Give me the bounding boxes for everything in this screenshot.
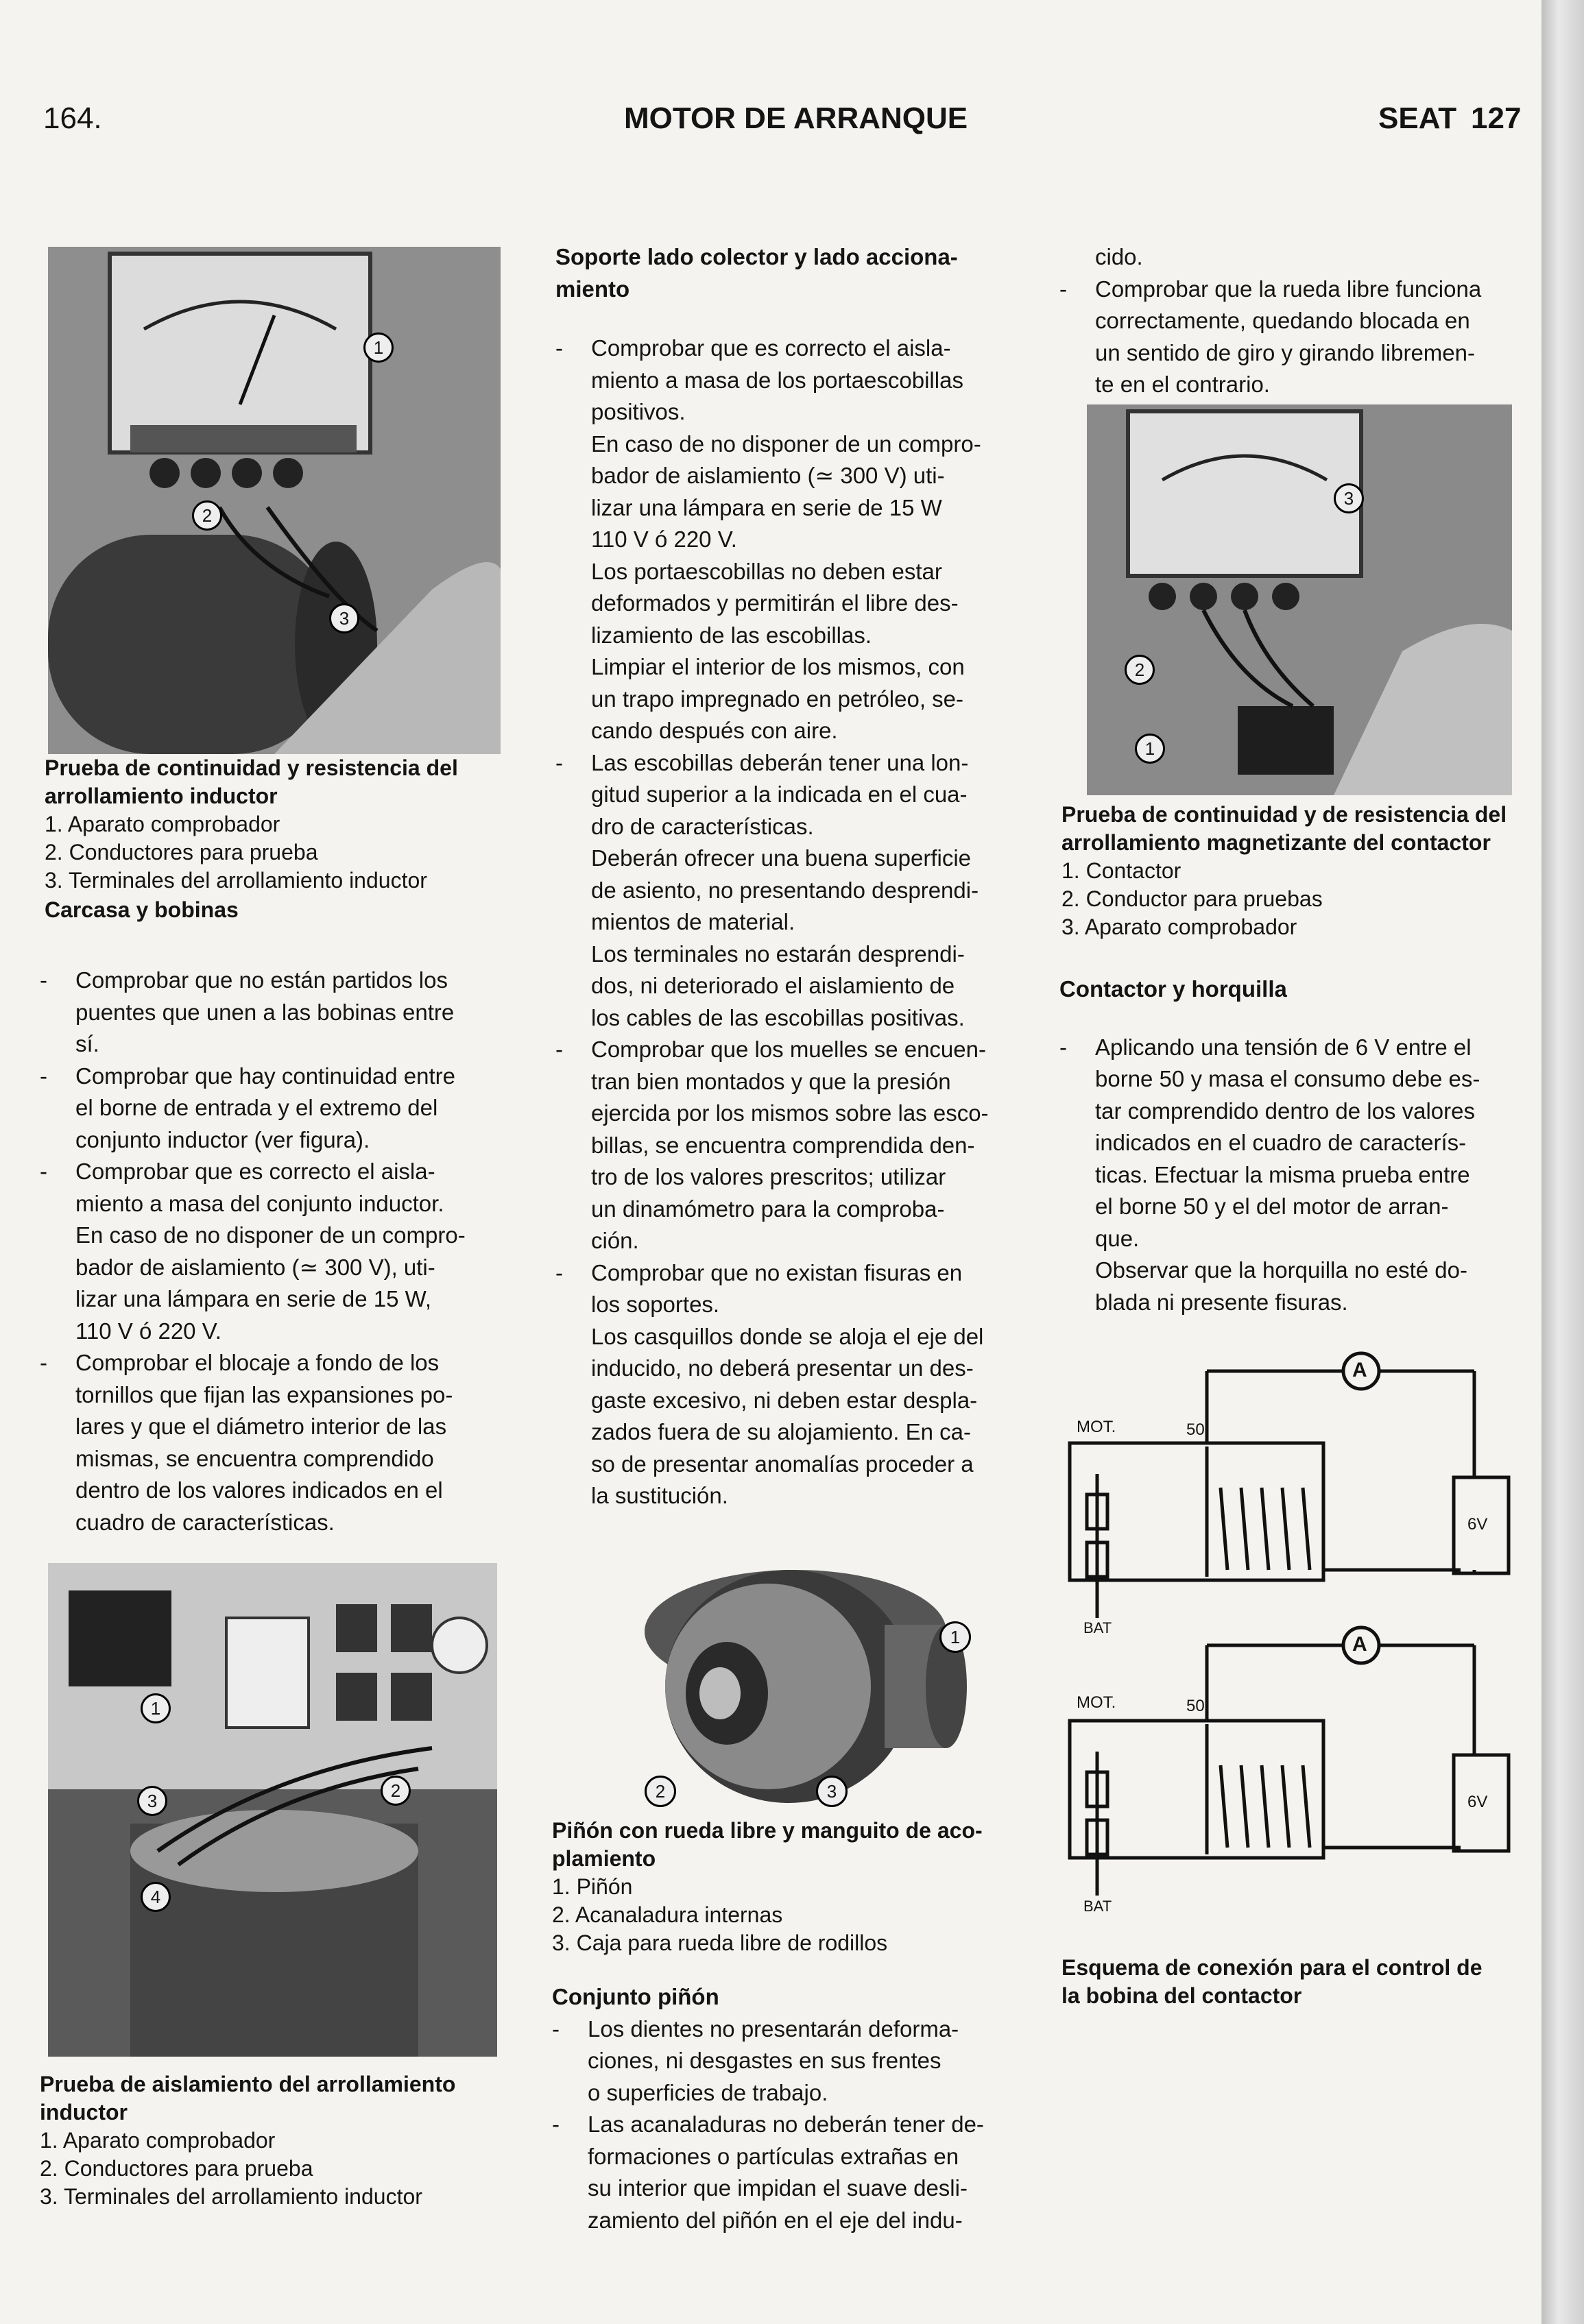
- caption-title: Piñón con rueda libre y manguito de aco-: [552, 1818, 983, 1843]
- caption-title: Prueba de aislamiento del arrollamiento: [40, 2072, 456, 2096]
- photo-pinion: [590, 1549, 1015, 1824]
- bullet-line: mientos de material.: [591, 909, 795, 934]
- bullet-line: un dinamómetro para la comproba-: [591, 1196, 945, 1222]
- caption-item: 2. Acanaladura internas: [552, 1902, 783, 1927]
- page-number-left: 164.: [43, 101, 102, 135]
- page-number-right: 127: [1471, 101, 1522, 135]
- battery-label: 6V: [1467, 1793, 1488, 1811]
- bullet-line: lares y que el diámetro interior de las: [75, 1414, 447, 1439]
- caption-title: inductor: [40, 2100, 128, 2125]
- bullet-line: dos, ni deteriorado el aislamiento de: [591, 973, 955, 998]
- callout-2: 2: [1125, 655, 1155, 685]
- text-body-col1: [40, 965, 513, 1538]
- bullet-line: ción.: [591, 1228, 639, 1253]
- caption-item: 1. Aparato comprobador: [40, 2128, 276, 2153]
- caption-item: 3. Terminales del arrollamiento inductor: [45, 868, 427, 893]
- caption-item: 1. Contactor: [1061, 858, 1181, 883]
- bullet-line: En caso de no disponer de un compro-: [591, 431, 981, 457]
- bullet-line: dro de características.: [591, 813, 814, 839]
- bullet-line: gitud superior a la indicada en el cua-: [591, 782, 968, 807]
- callout-3: 3: [816, 1776, 848, 1807]
- bullet-line: deformados y permitirán el libre des-: [591, 590, 959, 616]
- bullet-line: Los portaescobillas no deben estar: [591, 558, 942, 584]
- bullet-line: tran bien montados y que la presión: [591, 1068, 951, 1094]
- bullet-line: bador de aislamiento (≃ 300 V) uti-: [591, 463, 945, 488]
- caption-item: 1. Piñón: [552, 1874, 633, 1899]
- bullet-line: inducido, no deberá presentar un des-: [591, 1355, 974, 1381]
- bullet-line: cando después con aire.: [591, 718, 838, 743]
- bullet-line: En caso de no disponer de un compro-: [75, 1222, 466, 1248]
- section-title: miento: [555, 276, 630, 302]
- wiring-diagram: [1056, 1344, 1536, 1933]
- callout-3: 3: [329, 603, 359, 633]
- bullet-line: ticas. Efectuar la misma prueba entre: [1095, 1161, 1470, 1187]
- caption-item: 2. Conductores para prueba: [40, 2156, 313, 2181]
- bullet-line: Limpiar el interior de los mismos, con: [591, 654, 965, 679]
- bullet-line: bador de aislamiento (≃ 300 V), uti-: [75, 1254, 435, 1280]
- bullet-line: tornillos que fijan las expansiones po-: [75, 1381, 453, 1407]
- bullet-line: formaciones o partículas extrañas en: [588, 2143, 959, 2169]
- callout-2: 2: [381, 1776, 411, 1806]
- bullet: - Aplicando una tensión de 6 V entre el: [1059, 1034, 1472, 1060]
- callout-1: 1: [1135, 734, 1165, 764]
- section-title: Carcasa y bobinas: [45, 897, 239, 922]
- bullet-line: un trapo impregnado en petróleo, se-: [591, 686, 964, 712]
- caption-title: plamiento: [552, 1846, 656, 1871]
- caption-item: 3. Terminales del arrollamiento inductor: [40, 2184, 422, 2209]
- bullet-line: conjunto inductor (ver figura).: [75, 1126, 370, 1152]
- page-title: MOTOR DE ARRANQUE: [624, 101, 968, 135]
- text-body-col2-b: [552, 1981, 1032, 2236]
- borne-label: 50: [1186, 1697, 1205, 1715]
- bullet: - Comprobar que es correcto el aisla-: [555, 335, 951, 361]
- section-title: Contactor y horquilla: [1059, 976, 1287, 1002]
- bullet-line: los cables de las escobillas positivas.: [591, 1004, 965, 1030]
- callout-1: 1: [141, 1693, 171, 1723]
- caption-item: 3. Aparato comprobador: [1061, 915, 1297, 939]
- ammeter-label: A: [1352, 1359, 1367, 1381]
- wiring-diagram-svg: [1056, 1344, 1536, 1933]
- bullet-line: de asiento, no presentando desprendi-: [591, 877, 979, 903]
- bullet-line: miento a masa del conjunto inductor.: [75, 1190, 444, 1216]
- callout-1: 1: [363, 332, 394, 363]
- bullet-line: el borne 50 y el del motor de arran-: [1095, 1194, 1449, 1219]
- bullet-line: Los casquillos donde se aloja el eje del: [591, 1323, 984, 1349]
- bullet: - Las escobillas deberán tener una lon-: [555, 749, 969, 775]
- bullet-line: ciones, ni desgastes en sus frentes: [588, 2048, 941, 2073]
- bullet: - Comprobar que no existan fisuras en: [555, 1259, 963, 1285]
- section-title: Soporte lado colector y lado acciona-: [555, 244, 958, 269]
- bullet-line: puentes que unen a las bobinas entre: [75, 999, 455, 1025]
- callout-2: 2: [192, 500, 222, 531]
- bullet-line: so de presentar anomalías proceder a: [591, 1451, 974, 1477]
- text-body-col2: [555, 241, 1029, 1512]
- caption-item: 2. Conductores para prueba: [45, 840, 318, 864]
- caption-title: Esquema de conexión para el control de: [1061, 1955, 1483, 1980]
- caption-title: Prueba de continuidad y de resistencia del: [1061, 802, 1507, 827]
- bullet-line: correctamente, quedando blocada en: [1095, 308, 1470, 333]
- bullet-line: blada ni presente fisuras.: [1095, 1289, 1348, 1315]
- bullet-line: te en el contrario.: [1095, 372, 1270, 397]
- bullet-line: dentro de los valores indicados en el: [75, 1477, 443, 1503]
- bullet-line: la sustitución.: [591, 1483, 728, 1508]
- bullet-line: lizamiento de las escobillas.: [591, 622, 872, 648]
- bullet: - Los dientes no presentarán deforma-: [552, 2016, 959, 2042]
- callout-2: 2: [645, 1776, 676, 1807]
- bat-label: BAT: [1083, 1619, 1112, 1636]
- bullet-line: 110 V ó 220 V.: [591, 526, 737, 552]
- ammeter-label: A: [1352, 1633, 1367, 1656]
- bullet-line: los soportes.: [591, 1292, 720, 1317]
- callout-1: 1: [939, 1621, 971, 1653]
- caption-title: la bobina del contactor: [1061, 1983, 1302, 2008]
- bullet-line: zados fuera de su alojamiento. En ca-: [591, 1419, 971, 1444]
- photo-contactor-test: [1087, 404, 1512, 795]
- borne-label: 50: [1186, 1420, 1205, 1439]
- bullet-line: que.: [1095, 1225, 1140, 1251]
- section-title: Conjunto piñón: [552, 1984, 719, 2009]
- bullet-line: tar comprendido dentro de los valores: [1095, 1098, 1475, 1124]
- caption-item: 2. Conductor para pruebas: [1061, 886, 1323, 911]
- bullet-line: gaste excesivo, ni deben estar despla-: [591, 1387, 978, 1413]
- bullet-line: Observar que la horquilla no esté do-: [1095, 1257, 1467, 1283]
- text-body-col3-b: [1059, 973, 1533, 1318]
- bullet: - Comprobar que la rueda libre funciona: [1059, 276, 1482, 302]
- bullet-line: borne 50 y masa el consumo debe es-: [1095, 1066, 1480, 1091]
- caption-item: 1. Aparato comprobador: [45, 812, 280, 836]
- figure-caption-1: [45, 754, 518, 924]
- bullet-line: indicados en el cuadro de caracterís-: [1095, 1130, 1467, 1155]
- bullet: - Comprobar que es correcto el aisla-: [40, 1159, 435, 1184]
- continuation-line: cido.: [1095, 244, 1143, 269]
- bullet-line: o superficies de trabajo.: [588, 2079, 828, 2105]
- bullet-line: positivos.: [591, 399, 686, 424]
- callout-3: 3: [137, 1786, 167, 1816]
- caption-item: 3. Caja para rueda libre de rodillos: [552, 1930, 888, 1955]
- caption-title: Prueba de continuidad y resistencia del arrollamiento inductor: [45, 755, 458, 808]
- battery-label: 6V: [1467, 1515, 1488, 1534]
- figure-caption-4: [1061, 801, 1541, 941]
- bat-label: BAT: [1083, 1898, 1112, 1915]
- photo-continuity-test: [48, 247, 501, 754]
- bullet: - Comprobar que los muelles se encuen-: [555, 1037, 986, 1062]
- bullet-line: lizar una lámpara en serie de 15 W,: [75, 1286, 432, 1311]
- bullet-line: cuadro de características.: [75, 1509, 335, 1535]
- bullet-line: su interior que impidan el suave desli-: [588, 2175, 968, 2201]
- bullet-line: mismas, se encuentra comprendido: [75, 1445, 434, 1471]
- caption-title: arrollamiento magnetizante del contactor: [1061, 830, 1491, 855]
- text-body-col3: [1059, 241, 1533, 401]
- bullet: - Las acanaladuras no deberán tener de-: [552, 2111, 984, 2137]
- bullet-line: miento a masa de los portaescobillas: [591, 367, 963, 393]
- brand-label: SEAT: [1378, 101, 1457, 135]
- bullet-line: zamiento del piñón en el eje del indu-: [588, 2207, 963, 2233]
- bullet: - Comprobar que hay continuidad entre: [40, 1063, 456, 1089]
- motor-label: MOT.: [1077, 1693, 1116, 1712]
- bullet-line: un sentido de giro y girando libremen-: [1095, 339, 1475, 365]
- callout-4: 4: [141, 1882, 171, 1912]
- bullet-line: el borne de entrada y el extremo del: [75, 1095, 438, 1120]
- photo-insulation-test: [48, 1563, 497, 2057]
- figure-caption-2: [40, 2070, 520, 2211]
- bullet-line: Deberán ofrecer una buena superficie: [591, 845, 972, 871]
- bullet-line: sí.: [75, 1031, 99, 1056]
- figure-caption-3: [552, 1817, 1032, 1957]
- bullet: - Comprobar el blocaje a fondo de los: [40, 1350, 440, 1375]
- bullet-line: Los terminales no estarán desprendi-: [591, 941, 965, 967]
- bullet-line: 110 V ó 220 V.: [75, 1318, 221, 1344]
- figure-caption-5: [1061, 1954, 1548, 2010]
- bullet: - Comprobar que no están partidos los: [40, 967, 448, 993]
- bullet-line: billas, se encuentra comprendida den-: [591, 1132, 975, 1158]
- callout-3: 3: [1334, 483, 1364, 513]
- motor-label: MOT.: [1077, 1418, 1116, 1436]
- bullet-line: lizar una lámpara en serie de 15 W: [591, 494, 942, 520]
- bullet-line: tro de los valores prescritos; utilizar: [591, 1164, 946, 1189]
- bullet-line: ejercida por los mismos sobre las esco-: [591, 1100, 989, 1126]
